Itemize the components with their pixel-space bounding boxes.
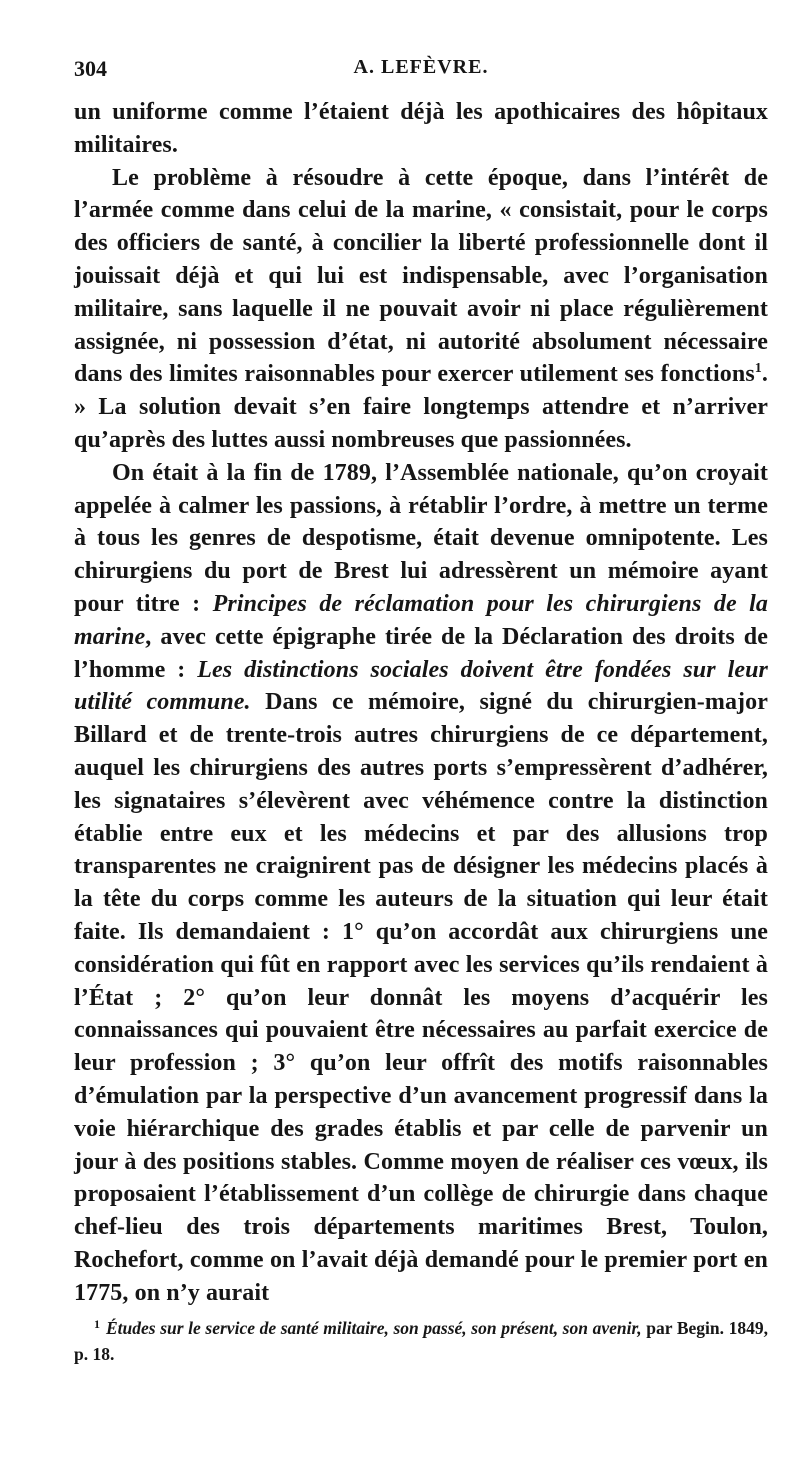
italic-text: Les distinctions sociales doivent être fondées sur leur utilité commune.: [74, 656, 768, 716]
running-head: A. LEFÈVRE.: [353, 56, 489, 78]
footnote-ref: 1: [754, 361, 762, 377]
text-run: , avec cette épigraphe tirée de la Déclaration des droits de l’homme :: [74, 623, 768, 683]
paragraph: [74, 96, 768, 162]
paragraph: [74, 162, 768, 457]
body-text: [74, 96, 768, 1309]
footnote: [74, 1315, 768, 1367]
footnote-mark: 1: [94, 1316, 100, 1331]
italic-text: Principes de réclamation pour les chirurgiens de la marine: [74, 590, 768, 650]
italic-text: Études sur le service de santé militaire, son passé, son présent, son avenir,: [106, 1318, 642, 1339]
text-run: par Begin. 1849, p. 18.: [74, 1318, 768, 1365]
text-run: . » La solution devait s’en faire longtemps attendre et n’arriver qu’après des luttes aussi nombreuses que passionnées.: [74, 361, 768, 453]
paragraph: [74, 457, 768, 1310]
text-run: Dans ce mémoire, signé du chirurgien-major Billard et de trente-trois autres chirurgiens de ce département, auquel les chirurgiens des autres ports s’empressèrent d’adhérer, les signataires s’élevèrent avec véhémence contre la distinction établie entre eux et les médecins et par des allusions trop transparentes ne craignirent pas de désigner les médecins placés à la tête du corps comme les auteurs de la situation qui leur était faite. Ils demandaient : 1° qu’on accordât aux chirurgiens une considération qui fût en rapport avec les services qu’ils rendaient à l’État ; 2° qu’on leur donnât les moyens d’acquérir les connaissances qui pouvaient être nécessaires au parfait exercice de leur profession ; 3° qu’on leur offrît des motifs raisonnables d’émulation par la perspective d’un avancement progressif dans la voie hiérarchique des grades établis et par celle de parvenir un jour à des positions stables. Comme moyen de réaliser ces vœux, ils proposaient l’établissement d’un collège de chirurgie dans chaque chef-lieu des trois départements maritimes Brest, Toulon, Rochefort, comme on l’avait déjà demandé pour le premier port en 1775, on n’y aurait: [74, 689, 768, 1306]
footnotes: [74, 1315, 768, 1367]
page-header: [74, 56, 768, 96]
page-number: 304: [74, 56, 107, 81]
text-run: On était à la fin de 1789, l’Assemblée nationale, qu’on croyait appelée à calmer les passions, à rétablir l’ordre, à mettre un terme à tous les genres de despotisme, était devenue omnipotente. Les chirurgiens du port de Brest lui adressèrent un mémoire ayant pour titre :: [74, 459, 768, 617]
text-run: un uniforme comme l’étaient déjà les apothicaires des hôpitaux militaires.: [74, 99, 768, 158]
text-run: Le problème à résoudre à cette époque, dans l’intérêt de l’armée comme dans celui de la marine, « consistait, pour le corps des officiers de santé, à concilier la liberté professionnelle dont il jouissait déjà et qui lui est indispensable, avec l’organisation militaire, sans laquelle il ne pouvait avoir ni place régulièrement assignée, ni possession d’état, ni autorité absolument nécessaire dans des limites raisonnables pour exercer utilement ses fonctions: [74, 164, 768, 388]
